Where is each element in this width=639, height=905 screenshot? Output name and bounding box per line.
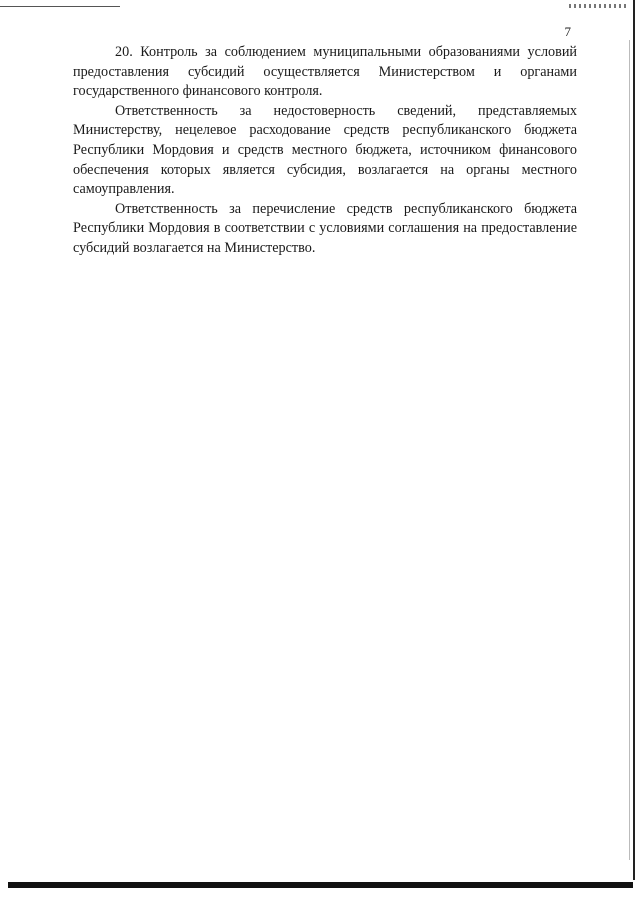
page-number: 7: [564, 24, 571, 39]
paragraph-responsibility-data: Ответственность за недостоверность сведений, представляемых Министерству, нецелевое расходование средств республиканского бюджета Республики Мордовия и средств местного бюджета, источником финансового обеспечения которых является субсидия, возлагается на органы местного самоуправления.: [73, 102, 577, 198]
scan-artifact-bottom-edge: [8, 882, 633, 888]
scan-artifact-right-edge-faint: [629, 40, 630, 860]
paragraph-responsibility-transfer: Ответственность за перечисление средств республиканского бюджета Республики Мордовия в соответствии с условиями соглашения на предоставление субсидий возлагается на Министерство.: [73, 200, 577, 256]
document-body: [73, 43, 577, 259]
scan-artifact-top-line: [0, 6, 120, 7]
scan-artifact-top-right: [569, 4, 629, 8]
paragraph-20-control: 20. Контроль за соблюдением муниципальными образованиями условий предоставления субсидий осуществляется Министерством и органами государственного финансового контроля.: [73, 44, 577, 100]
scan-artifact-right-edge: [633, 0, 635, 880]
